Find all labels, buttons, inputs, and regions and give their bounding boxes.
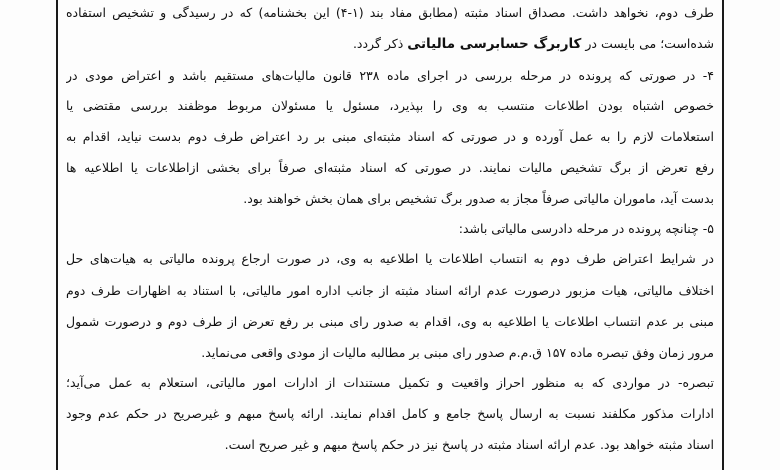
paragraph-line-13: تبصره- در مواردی که به منظور احراز واقعیت و تکمیل مستندات از ادارات امور مالیاتی، استعلام به عمل می‌آید؛ <box>66 375 714 390</box>
paragraph-line-2 <box>66 33 714 55</box>
line-2-tail: ذکر گردد. <box>352 36 408 51</box>
section-heading-5: ۵- چنانچه پرونده در مرحله دادرسی مالیاتی باشد: <box>458 221 714 236</box>
paragraph-line-1: طرف دوم، نخواهد داشت. مصداق اسناد مثبته (مطابق مفاد بند (۱-۴) این بخشنامه) که در رسیدگی و تشخیص استفاده <box>66 5 714 20</box>
paragraph-line-9: در شرایط اعتراض طرف دوم به انتساب اطلاعات یا اطلاعیه به وی، در صورت ارجاع پرونده مالیاتی به هیات‌های حل <box>66 251 714 266</box>
paragraph-line-10: اختلاف مالیاتی، هیات مزبور درصورت عدم ارائه اسناد مثبته از جانب اداره امور مالیاتی، با استناد به اظهارات طرف دوم <box>66 283 714 298</box>
document-body <box>66 0 714 470</box>
paragraph-line-6: رفع تعرض از برگ تشخیص مالیات نمایند. در صورتی که اسناد مثبته‌ای صرفاً برای بخشی ازاطلاعات یا اطلاعیه ها <box>66 160 714 175</box>
emphasized-term: کاربرگ حسابرسی مالیاتی <box>407 36 582 52</box>
paragraph-line-11: مبنی بر عدم انتساب اطلاعات یا اطلاعیه به وی، اقدام به صدور رای مبنی بر رفع تعرض از طرف دوم و درصورت شمول <box>66 314 714 329</box>
line-2-lead: شده‌است؛ می بایست در <box>581 36 714 51</box>
page-border-left <box>56 0 58 470</box>
paragraph-line-7: بدست آید، ماموران مالیاتی صرفاً مجاز به صدور برگ تشخیص برای همان بخش خواهند بود. <box>243 191 714 206</box>
paragraph-line-15: اسناد مثبته خواهد بود. عدم ارائه اسناد مثبته در پاسخ نیز در حکم پاسخ مبهم و غیر صریح است. <box>224 437 714 452</box>
paragraph-line-4: خصوص اشتباه بودن اطلاعات منتسب به وی را بپذیرد، مسئول یا مسئولان مربوط موظفند بررسی مقتضی یا <box>66 98 714 113</box>
page-border-right <box>722 0 724 470</box>
paragraph-line-5: استعلامات لازم را به عمل آورده و در صورتی که اسناد مثبته‌ای مبنی بر رد اعتراض طرف دوم بدست نیاید، اقدام به <box>66 129 714 144</box>
paragraph-line-14: ادارات مذکور مکلفند نسبت به ارسال پاسخ جامع و کامل اقدام نمایند. ارائه پاسخ مبهم و غیرصریح در حکم عدم وجود <box>66 406 714 421</box>
paragraph-line-3: ۴- در صورتی که پرونده در مرحله بررسی در اجرای ماده ۲۳۸ قانون مالیات‌های مستقیم باشد و اعتراض مودی در <box>66 68 714 83</box>
paragraph-line-12: مرور زمان وفق تبصره ماده ۱۵۷ ق.م.م صدور رای مبنی بر مطالبه مالیات از مودی واقعی می‌نماید. <box>201 345 714 360</box>
